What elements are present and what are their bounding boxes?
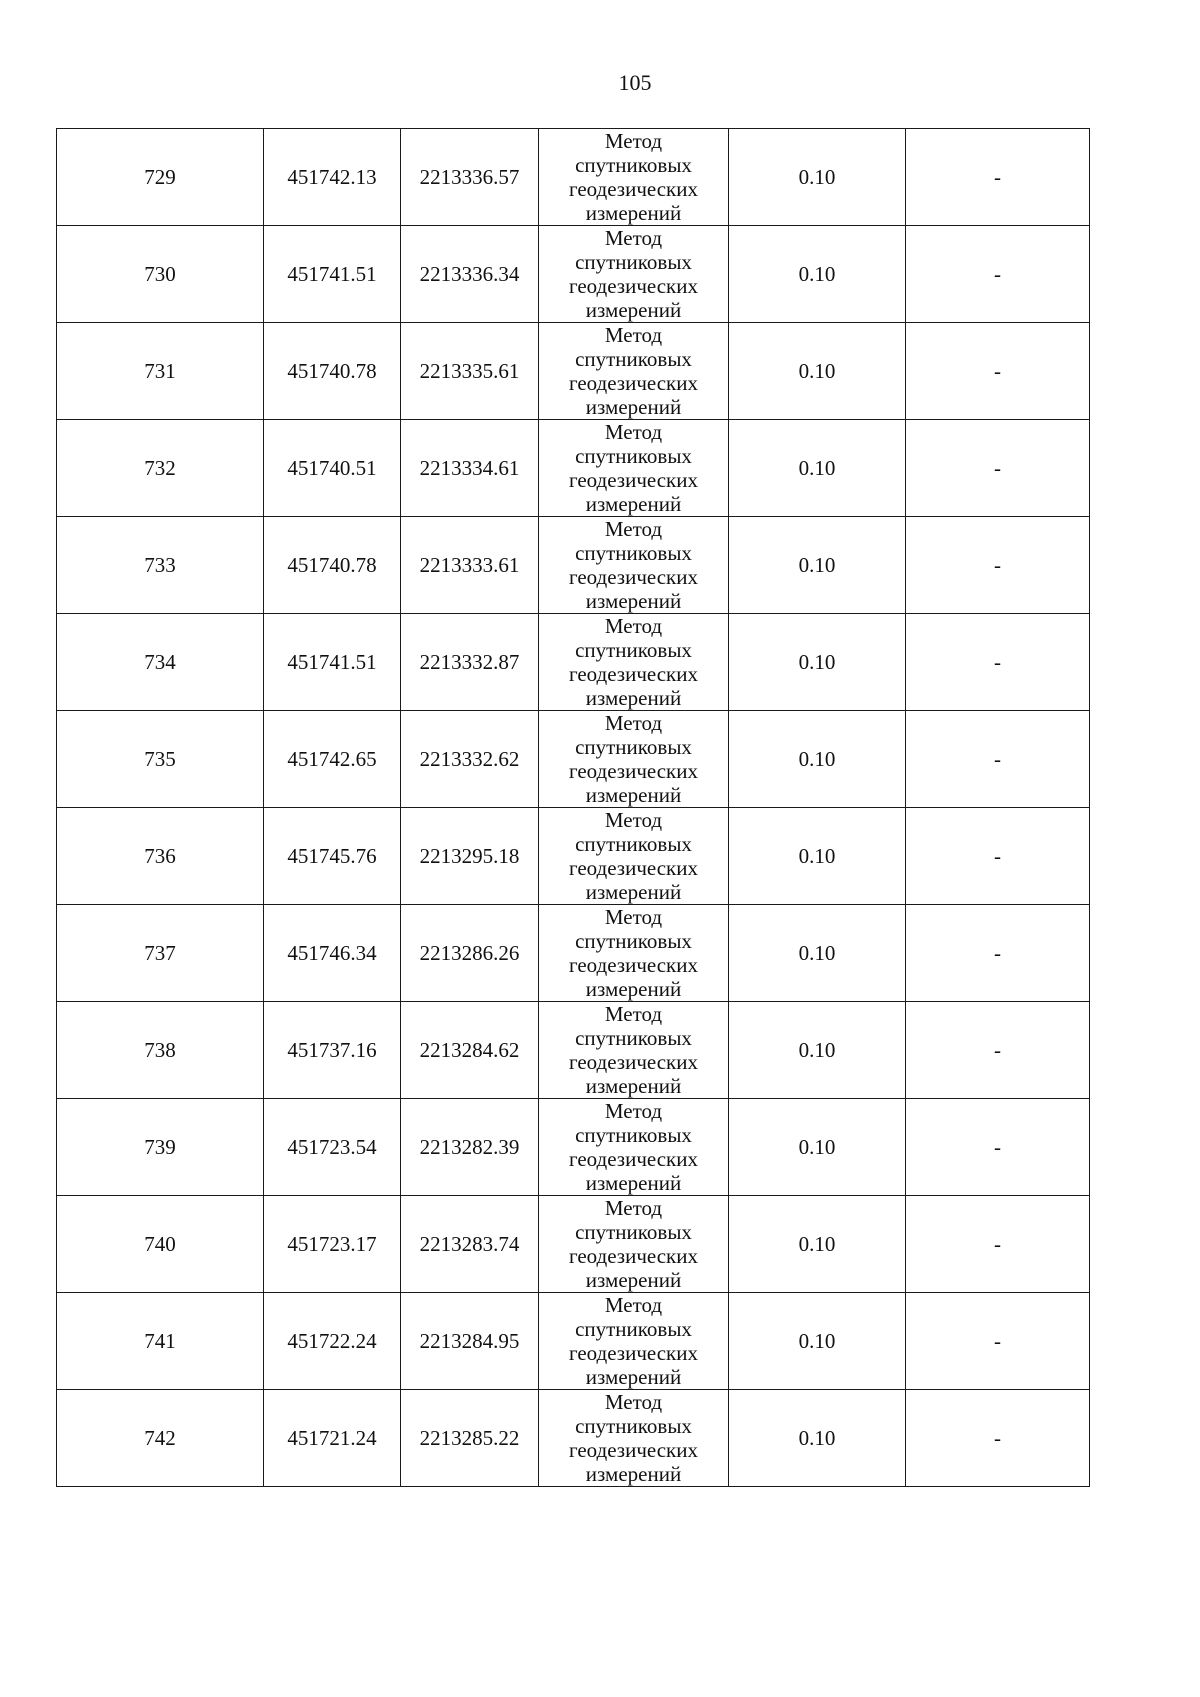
method-line: Метод [604,323,663,347]
point-number-cell: 739 [57,1099,264,1196]
y-coordinate-cell: 2213332.62 [401,711,539,808]
point-number-cell: 738 [57,1002,264,1099]
method-line: спутниковых [575,1123,692,1147]
x-coordinate-cell: 451737.16 [264,1002,401,1099]
y-coordinate-cell: 2213335.61 [401,323,539,420]
y-coordinate-cell: 2213286.26 [401,905,539,1002]
y-coordinate-cell: 2213333.61 [401,517,539,614]
method-line: измерений [585,298,682,322]
accuracy-cell: 0.10 [729,808,906,905]
note-cell: - [906,226,1090,323]
method-cell [539,905,729,1002]
method-line: спутниковых [575,735,692,759]
method-cell [539,1002,729,1099]
method-cell [539,226,729,323]
accuracy-cell: 0.10 [729,1002,906,1099]
y-coordinate-cell: 2213295.18 [401,808,539,905]
note-cell: - [906,1390,1090,1487]
table-row [57,808,1090,905]
method-cell [539,517,729,614]
y-coordinate-cell: 2213336.57 [401,129,539,226]
y-coordinate-cell: 2213283.74 [401,1196,539,1293]
method-line: спутниковых [575,1220,692,1244]
x-coordinate-cell: 451741.51 [264,614,401,711]
table-row [57,1002,1090,1099]
method-line: Метод [604,226,663,250]
method-cell [539,808,729,905]
method-line: Метод [604,1099,663,1123]
method-cell [539,1196,729,1293]
method-line: спутниковых [575,832,692,856]
method-line: геодезических [568,856,698,880]
x-coordinate-cell: 451745.76 [264,808,401,905]
method-line: измерений [585,589,682,613]
point-number-cell: 729 [57,129,264,226]
method-line: измерений [585,783,682,807]
method-cell [539,614,729,711]
note-cell: - [906,1293,1090,1390]
method-line: измерений [585,1074,682,1098]
note-cell: - [906,711,1090,808]
x-coordinate-cell: 451723.54 [264,1099,401,1196]
note-cell: - [906,614,1090,711]
method-line: спутниковых [575,1026,692,1050]
y-coordinate-cell: 2213284.62 [401,1002,539,1099]
x-coordinate-cell: 451742.65 [264,711,401,808]
point-number-cell: 734 [57,614,264,711]
method-line: Метод [604,1390,663,1414]
method-cell [539,1099,729,1196]
method-line: измерений [585,395,682,419]
method-line: геодезических [568,565,698,589]
x-coordinate-cell: 451721.24 [264,1390,401,1487]
method-line: геодезических [568,1050,698,1074]
method-line: геодезических [568,1147,698,1171]
page-number: 105 [618,70,652,95]
accuracy-cell: 0.10 [729,323,906,420]
method-line: геодезических [568,1341,698,1365]
method-line: Метод [604,420,663,444]
method-cell [539,420,729,517]
coordinates-table-body [57,129,1090,1487]
table-row [57,614,1090,711]
note-cell: - [906,1196,1090,1293]
method-line: измерений [585,1268,682,1292]
accuracy-cell: 0.10 [729,517,906,614]
table-row [57,1196,1090,1293]
table-row [57,420,1090,517]
point-number-cell: 736 [57,808,264,905]
accuracy-cell: 0.10 [729,1390,906,1487]
table-row [57,129,1090,226]
accuracy-cell: 0.10 [729,420,906,517]
note-cell: - [906,1099,1090,1196]
method-line: спутниковых [575,1317,692,1341]
method-line: геодезических [568,371,698,395]
note-cell: - [906,1002,1090,1099]
method-line: спутниковых [575,250,692,274]
method-line: измерений [585,1462,682,1486]
x-coordinate-cell: 451740.78 [264,323,401,420]
method-line: спутниковых [575,929,692,953]
method-line: спутниковых [575,153,692,177]
y-coordinate-cell: 2213284.95 [401,1293,539,1390]
accuracy-cell: 0.10 [729,614,906,711]
x-coordinate-cell: 451723.17 [264,1196,401,1293]
accuracy-cell: 0.10 [729,711,906,808]
accuracy-cell: 0.10 [729,1293,906,1390]
note-cell: - [906,905,1090,1002]
x-coordinate-cell: 451722.24 [264,1293,401,1390]
method-line: измерений [585,880,682,904]
x-coordinate-cell: 451746.34 [264,905,401,1002]
table-row [57,323,1090,420]
point-number-cell: 737 [57,905,264,1002]
y-coordinate-cell: 2213285.22 [401,1390,539,1487]
note-cell: - [906,323,1090,420]
method-line: измерений [585,977,682,1001]
method-line: геодезических [568,468,698,492]
method-line: спутниковых [575,444,692,468]
y-coordinate-cell: 2213336.34 [401,226,539,323]
method-line: измерений [585,686,682,710]
table-row [57,1293,1090,1390]
point-number-cell: 730 [57,226,264,323]
coordinates-table [56,128,1090,1487]
method-line: спутниковых [575,638,692,662]
note-cell: - [906,420,1090,517]
method-line: Метод [604,614,663,638]
method-line: геодезических [568,177,698,201]
y-coordinate-cell: 2213334.61 [401,420,539,517]
method-cell [539,711,729,808]
x-coordinate-cell: 451742.13 [264,129,401,226]
point-number-cell: 735 [57,711,264,808]
method-line: геодезических [568,274,698,298]
method-line: Метод [604,1293,663,1317]
point-number-cell: 731 [57,323,264,420]
method-line: Метод [604,711,663,735]
method-cell [539,1293,729,1390]
y-coordinate-cell: 2213282.39 [401,1099,539,1196]
table-row [57,1099,1090,1196]
y-coordinate-cell: 2213332.87 [401,614,539,711]
note-cell: - [906,808,1090,905]
method-cell [539,1390,729,1487]
x-coordinate-cell: 451740.78 [264,517,401,614]
accuracy-cell: 0.10 [729,226,906,323]
method-line: Метод [604,808,663,832]
method-line: спутниковых [575,1414,692,1438]
table-row [57,517,1090,614]
table-row [57,711,1090,808]
method-line: геодезических [568,759,698,783]
method-line: измерений [585,201,682,225]
method-line: Метод [604,1002,663,1026]
method-line: Метод [604,1196,663,1220]
table-row [57,1390,1090,1487]
point-number-cell: 740 [57,1196,264,1293]
method-line: измерений [585,1365,682,1389]
method-cell [539,129,729,226]
method-line: геодезических [568,1438,698,1462]
accuracy-cell: 0.10 [729,1196,906,1293]
method-line: измерений [585,1171,682,1195]
method-cell [539,323,729,420]
method-line: геодезических [568,1244,698,1268]
method-line: спутниковых [575,541,692,565]
point-number-cell: 732 [57,420,264,517]
accuracy-cell: 0.10 [729,905,906,1002]
note-cell: - [906,517,1090,614]
method-line: геодезических [568,953,698,977]
accuracy-cell: 0.10 [729,129,906,226]
table-row [57,226,1090,323]
point-number-cell: 733 [57,517,264,614]
method-line: Метод [604,517,663,541]
method-line: геодезических [568,662,698,686]
method-line: Метод [604,129,663,153]
accuracy-cell: 0.10 [729,1099,906,1196]
x-coordinate-cell: 451740.51 [264,420,401,517]
method-line: Метод [604,905,663,929]
method-line: спутниковых [575,347,692,371]
point-number-cell: 742 [57,1390,264,1487]
table-row [57,905,1090,1002]
point-number-cell: 741 [57,1293,264,1390]
note-cell: - [906,129,1090,226]
x-coordinate-cell: 451741.51 [264,226,401,323]
method-line: измерений [585,492,682,516]
